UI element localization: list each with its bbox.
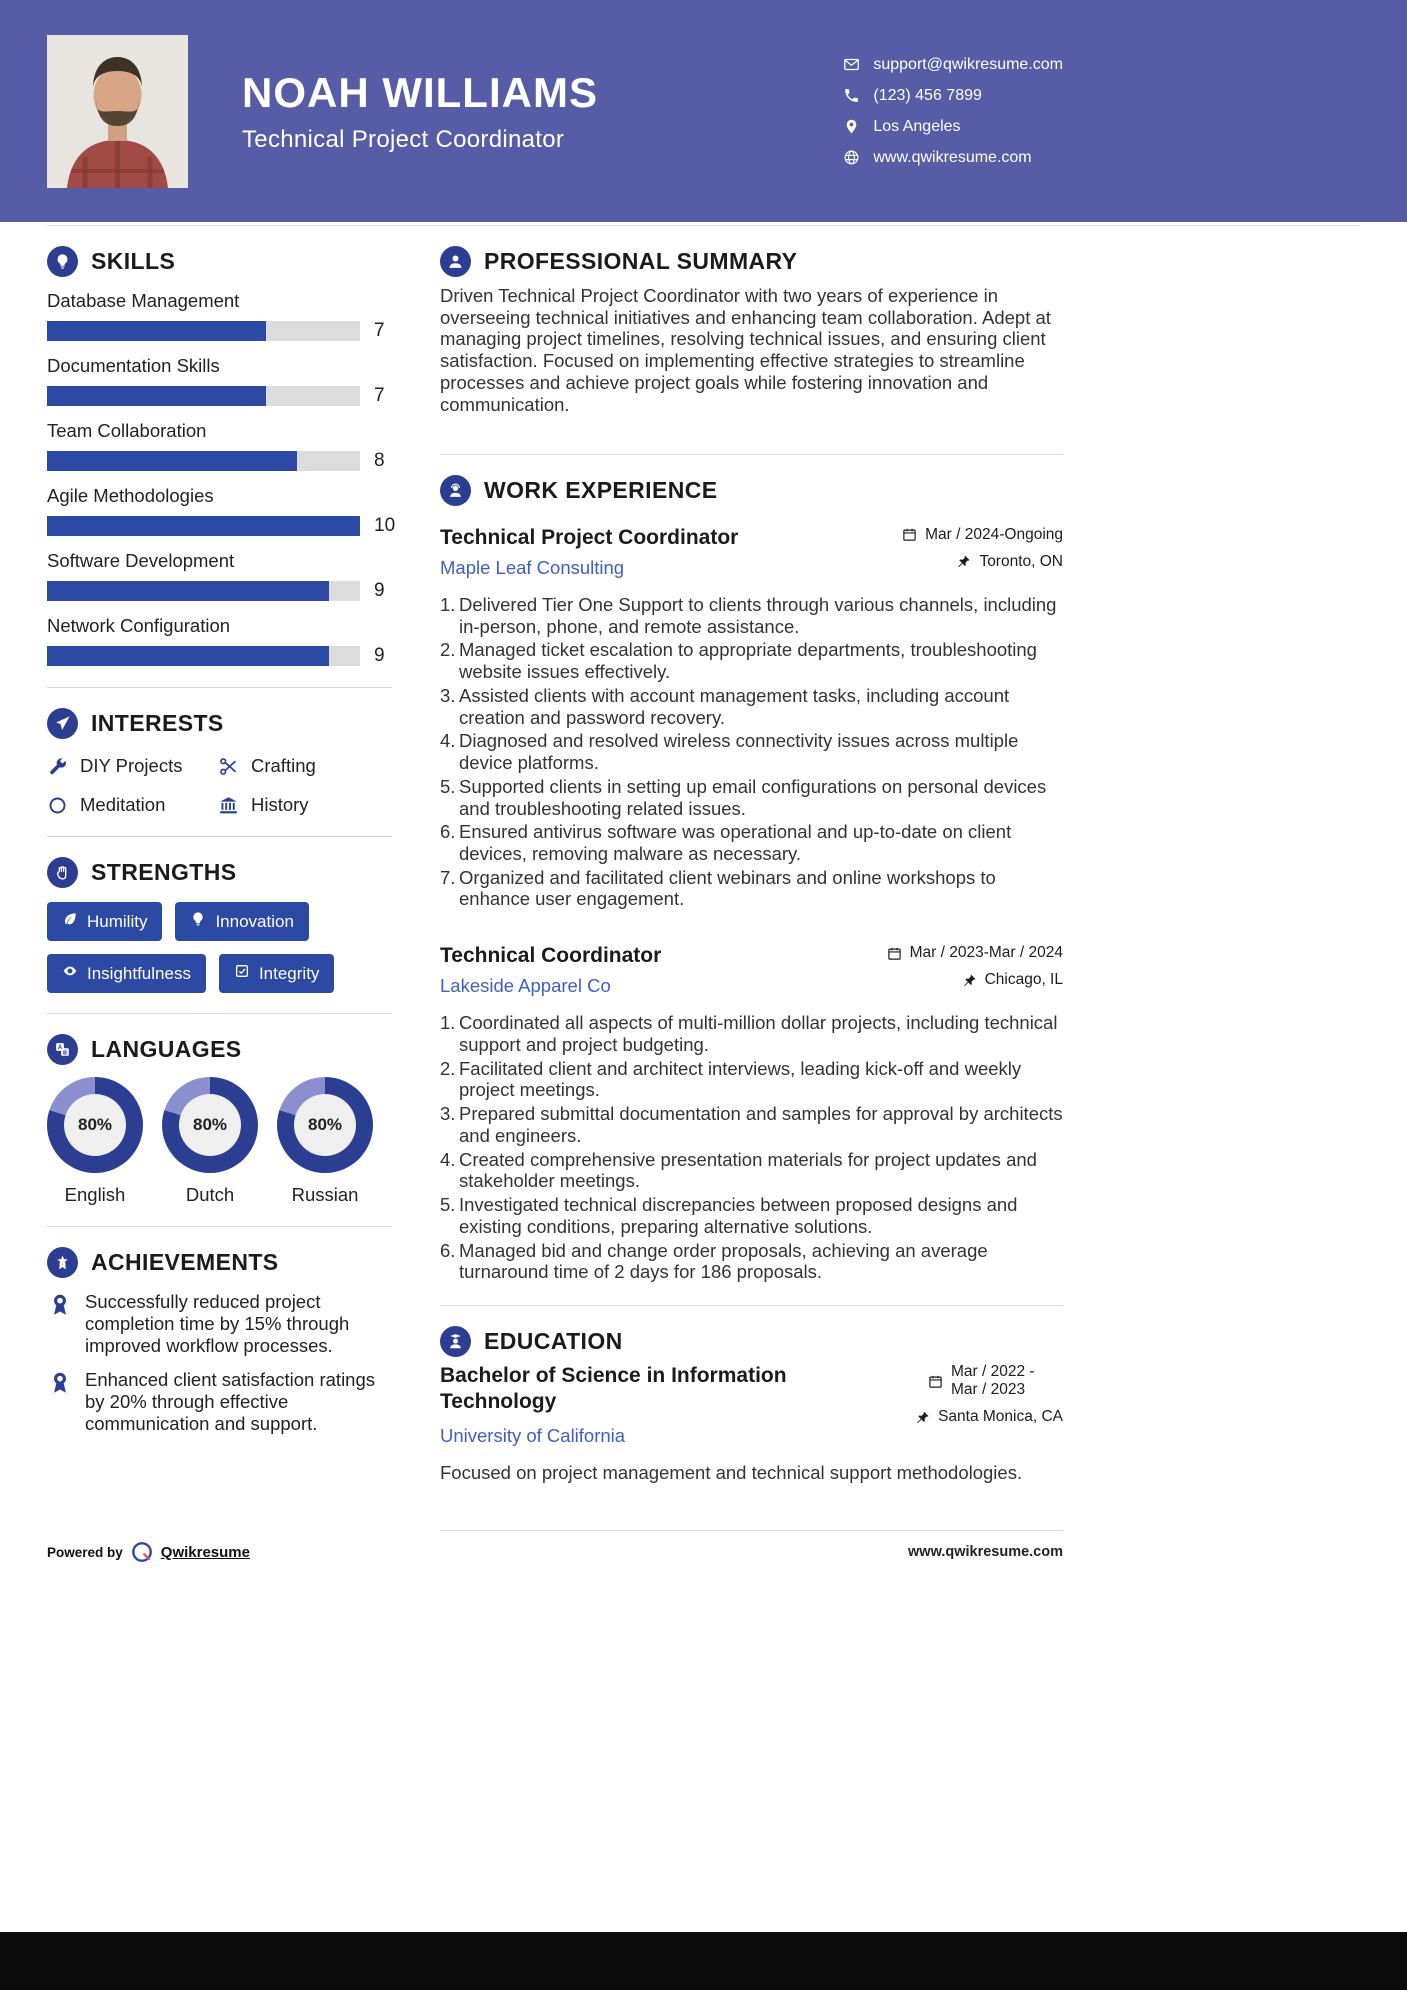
job-dates-text: Mar / 2023-Mar / 2024 [909,944,1063,962]
education-note: Focused on project management and technical support methodologies. [440,1461,1023,1483]
achievement-item [47,1369,392,1434]
interests-section [47,687,392,836]
person-job-title: Technical Project Coordinator [242,125,565,153]
main-content [47,226,1063,1531]
skill-bar-track [47,386,360,406]
job-head [440,526,1063,580]
bullet-item: Ensured antivirus software was operational and up-to-date on client devices, removing malware as necessary. [459,821,1012,864]
footer [47,1541,1063,1563]
globe-icon [843,149,860,166]
interest-item [47,755,218,777]
job-dates-text: Mar / 2024-Ongoing [925,525,1063,543]
achievement-text: Successfully reduced project completion time by 15% through improved workflow processes. [85,1291,350,1356]
leaf-icon [62,911,78,932]
contact-location [843,118,1063,136]
language-donut [162,1077,258,1173]
language-donut [277,1077,373,1173]
skill-value: 10 [374,515,396,536]
language-percent: 80% [294,1094,356,1156]
skill-label: Database Management [47,290,240,311]
bullet-item: Delivered Tier One Support to clients through various channels, including in-person, phone, and remote assistance. [459,593,1057,637]
medal-icon [47,1370,73,1396]
skills-icon [47,246,78,277]
skill-bar-track [47,581,360,601]
strength-chip [175,902,308,941]
contact-list [843,56,1063,167]
language-label: Dutch [185,1184,235,1205]
skill-label: Documentation Skills [47,355,220,376]
bullet-item: Supported clients in setting up email configurations on personal devices and troubleshooting related issues. [459,775,1047,819]
bullet-item: Assisted clients with account management tasks, including account creation and password recovery. [459,684,1010,728]
summary-heading: PROFESSIONAL SUMMARY [484,248,798,274]
contact-email[interactable] [843,56,1063,74]
interest-item [47,794,218,816]
job-head [440,944,1063,998]
bullet-item: Managed bid and change order proposals, achieving an average turnaround time of 2 days for 186 proposals. [459,1239,988,1283]
education-section [440,1305,1063,1531]
education-dates [915,1363,1063,1399]
job-entry [440,526,1063,910]
summary-header [440,246,1063,277]
skill-item [47,485,396,537]
job-location [902,553,1063,571]
job-location-text: Chicago, IL [984,971,1063,989]
language-label: Russian [291,1184,359,1205]
skill-label: Software Development [47,550,235,571]
strengths-icon [47,857,78,888]
language-percent: 80% [179,1094,241,1156]
degree-block [440,1363,860,1447]
strength-label: Innovation [215,911,294,931]
language-label: English [64,1184,126,1205]
person-icon [440,246,471,277]
contact-website-text: www.qwikresume.com [873,148,1032,166]
skill-label: Network Configuration [47,615,231,636]
education-location-text: Santa Monica, CA [938,1408,1063,1425]
skill-bar-fill [47,516,360,536]
skill-bar-fill [47,386,266,406]
calendar-icon [902,527,917,542]
strength-chip [219,954,334,993]
svg-text:B: B [63,1050,67,1057]
summary-section [440,226,1063,454]
job-meta [887,944,1063,998]
skill-label: Agile Methodologies [47,485,214,506]
strengths-header [47,857,392,888]
graduate-icon [440,1326,471,1357]
job-title-block [440,944,661,998]
location-icon [843,118,860,135]
contact-email-text: support@qwikresume.com [873,55,1063,73]
interest-label: History [251,794,309,815]
phone-icon [843,87,860,104]
job-title: Technical Coordinator [440,944,662,968]
job-bullets [440,594,1063,910]
contact-phone-text: (123) 456 7899 [873,86,982,104]
skill-bar-fill [47,321,266,341]
circle-icon [47,795,68,816]
right-column [440,226,1063,1531]
experience-header [440,475,1063,506]
skill-bar-track [47,451,360,471]
qwikresume-logo-icon [131,1541,153,1563]
education-meta [915,1363,1063,1447]
pushpin-icon [915,1410,930,1425]
job-location-text: Toronto, ON [979,552,1063,570]
strength-label: Integrity [258,963,320,983]
person-name: NOAH WILLIAMS [242,68,598,116]
skill-value: 8 [374,450,385,471]
checkbox-icon [234,963,250,984]
skill-bar-track [47,646,360,666]
pushpin-icon [956,554,971,569]
pushpin-icon [962,973,977,988]
qwikresume-brand-link[interactable]: Qwikresume [160,1543,250,1561]
skill-item [47,420,392,472]
language-donut [47,1077,143,1173]
interest-label: DIY Projects [80,755,183,776]
identity-block [242,69,598,154]
contact-location-text: Los Angeles [873,117,961,135]
strength-label: Humility [87,911,148,931]
skill-item [47,615,392,667]
degree-title: Bachelor of Science in Information Technology [440,1364,787,1414]
interests-header [47,708,392,739]
skills-header [47,246,392,277]
education-location [915,1408,1063,1426]
profile-photo [47,35,188,188]
skill-bar-fill [47,581,329,601]
bullet-item: Organized and facilitated client webinars and online workshops to enhance user engagement. [459,866,996,910]
strength-chip [47,902,162,941]
job-dates [902,526,1063,544]
interest-label: Meditation [80,794,166,815]
strengths-heading: STRENGTHS [91,859,237,885]
header-inner [47,35,1063,188]
job-title-block [440,526,738,580]
interests-icon [47,708,78,739]
skills-heading: SKILLS [91,248,176,274]
email-icon [843,56,860,73]
achievements-section [47,1226,392,1455]
achievements-header [47,1247,392,1278]
powered-by [47,1541,250,1563]
bullet-item: Managed ticket escalation to appropriate departments, troubleshooting website issues effectively. [459,639,1037,683]
job-title: Technical Project Coordinator [440,525,739,549]
footer-website-link[interactable]: www.qwikresume.com [908,1544,1063,1560]
company-link[interactable]: Lakeside Apparel Co [440,975,611,997]
contact-website[interactable] [843,149,1063,167]
job-dates [887,944,1063,962]
interest-label: Crafting [251,755,316,776]
scissors-icon [218,756,239,777]
strength-chips [47,902,392,993]
calendar-icon [887,946,902,961]
job-location [887,971,1063,989]
experience-heading: WORK EXPERIENCE [484,476,718,503]
bullet-item: Created comprehensive presentation materials for project updates and stakeholder meetings. [459,1148,1037,1192]
job-entry [440,944,1063,1283]
star-icon [47,1247,78,1278]
strength-chip [47,954,206,993]
interests-grid [47,755,392,816]
summary-text: Driven Technical Project Coordinator with two years of experience in overseeing technical initiatives and enhancing team collaboration. Adept at managing project timelines, resolving technical issues, and ensuring client satisfaction. Focused on implementing effective strategies to streamline processes and achieve project goals while fostering innovation and communication. [440,285,1051,415]
job-meta [902,526,1063,580]
museum-icon [218,795,239,816]
wrench-icon [47,756,68,777]
bullet-item: Facilitated client and architect interviews, leading kick-off and weekly project meetings. [459,1057,1022,1101]
skill-item [47,290,392,342]
bullet-item: Investigated technical discrepancies between proposed designs and existing conditions, preparing alternative solutions. [459,1194,1018,1237]
language-item [47,1077,143,1206]
medal-icon [47,1292,73,1318]
skill-item [47,550,392,602]
bullet-item: Prepared submittal documentation and samples for approval by architects and engineers. [459,1103,1063,1146]
language-item [162,1077,258,1206]
achievement-text: Enhanced client satisfaction ratings by 20% through effective communication and support. [85,1369,376,1435]
translate-icon [47,1034,78,1065]
svg-text:A: A [57,1045,63,1052]
language-item [277,1077,373,1206]
skill-bar-fill [47,451,297,471]
education-entry [440,1363,1063,1447]
headset-person-icon [440,475,471,506]
languages-section [47,1013,392,1226]
experience-section [440,454,1063,1305]
skill-bar-fill [47,646,329,666]
powered-by-text: Powered by [47,1544,123,1560]
languages-list [47,1077,392,1206]
education-heading: EDUCATION [484,1328,623,1354]
skills-section [47,226,396,687]
education-dates-text: Mar / 2022 - Mar / 2023 [951,1363,1035,1398]
left-column [47,226,396,1531]
skill-value: 7 [374,320,385,341]
interests-heading: INTERESTS [91,710,224,736]
header [0,0,1407,222]
strengths-section [47,836,392,1013]
education-header [440,1326,1063,1357]
languages-heading: LANGUAGES [91,1036,242,1062]
page-bottom-strip [0,1932,1407,1990]
interest-item [218,755,392,777]
bullet-item: Coordinated all aspects of multi-million dollar projects, including technical support and project budgeting. [459,1012,1058,1055]
contact-phone [843,87,1063,105]
job-bullets [440,1012,1063,1283]
bullet-item: Diagnosed and resolved wireless connectivity issues across multiple device platforms. [459,730,1019,774]
interest-item [218,794,392,816]
calendar-icon [928,1374,943,1389]
strength-label: Insightfulness [87,963,191,983]
skill-value: 7 [374,385,385,406]
skill-value: 9 [374,580,385,601]
achievements-heading: ACHIEVEMENTS [91,1249,279,1275]
skill-value: 9 [374,645,385,666]
skill-bar-track [47,321,360,341]
language-percent: 80% [64,1094,126,1156]
school-link[interactable]: University of California [440,1424,626,1446]
achievement-item [47,1291,392,1356]
skill-item [47,355,392,407]
languages-header [47,1034,392,1065]
bulb-icon [190,911,206,932]
skill-bar-track [47,516,360,536]
skill-label: Team Collaboration [47,420,207,441]
eye-icon [62,963,78,984]
company-link[interactable]: Maple Leaf Consulting [440,556,625,578]
